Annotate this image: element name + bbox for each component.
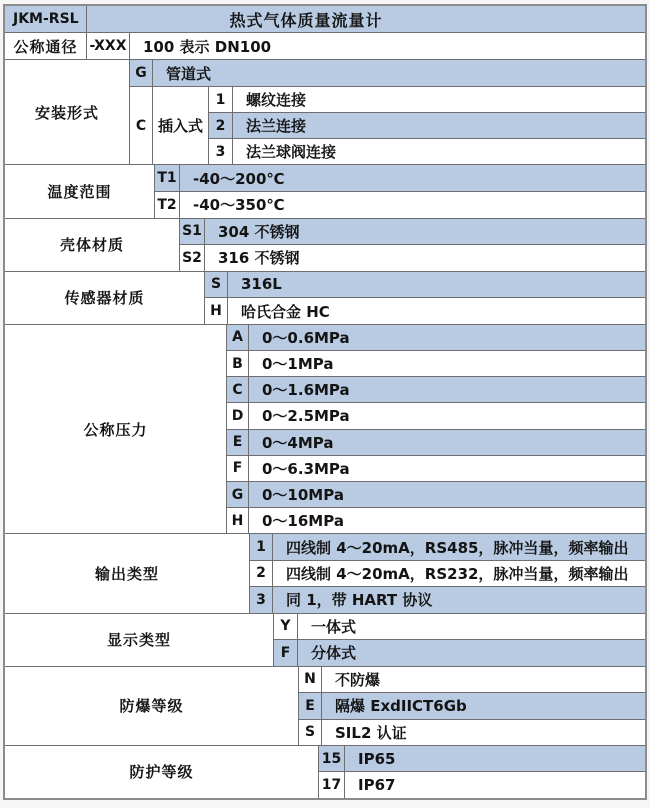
- display-option-content: 分体式: [311, 644, 357, 663]
- sensor-label: 传感器材质: [5, 272, 205, 324]
- product-title: 热式气体质量流量计: [229, 10, 383, 30]
- pressure-option-code: H: [227, 508, 249, 533]
- ordering-code-table: [3, 4, 647, 800]
- sensor-option-code: H: [205, 298, 228, 324]
- install-option-row: [209, 113, 645, 139]
- output-label: 输出类型: [5, 534, 250, 612]
- pressure-option-content: 0～1MPa: [262, 355, 334, 374]
- protection-option-content: IP65: [358, 749, 396, 768]
- install-insert-code: C: [130, 87, 153, 164]
- model-code: JKM-RSL: [5, 6, 87, 32]
- sensor-option-content: 哈氏合金 HC: [241, 302, 330, 321]
- install-insert-label: 插入式: [153, 87, 209, 164]
- explosion-option-code: N: [299, 667, 322, 692]
- pressure-option-row: [227, 403, 645, 429]
- pressure-option-row: [227, 325, 645, 351]
- install-option-content: 法兰连接: [246, 117, 307, 136]
- housing-option-row: [180, 245, 645, 271]
- section-display-type: [5, 614, 645, 667]
- explosion-option-code: S: [299, 720, 322, 745]
- sensor-option-content: 316L: [241, 275, 282, 294]
- protection-option-row: [319, 772, 645, 798]
- section-nominal-pressure: [5, 325, 645, 535]
- pressure-option-row: [227, 377, 645, 403]
- pressure-option-content: 0～2.5MPa: [262, 407, 350, 426]
- install-pipe-code: G: [130, 60, 153, 86]
- protection-option-code: 17: [319, 772, 345, 798]
- explosion-option-code: E: [299, 693, 322, 718]
- install-insert-group: [130, 87, 645, 164]
- pressure-option-code: D: [227, 403, 249, 428]
- header-row: [5, 6, 645, 33]
- pressure-option-code: B: [227, 351, 249, 376]
- sensor-option-row: [205, 298, 645, 324]
- display-label: 显示类型: [5, 614, 274, 666]
- section-output-type: [5, 534, 645, 613]
- temperature-label: 温度范围: [5, 165, 155, 217]
- output-option-content: 四线制 4～20mA，RS232，脉冲当量，频率输出: [286, 564, 629, 583]
- output-option-row: [250, 561, 645, 587]
- housing-label: 壳体材质: [5, 219, 180, 271]
- install-option-code: 3: [209, 139, 233, 164]
- install-option-row: [209, 139, 645, 164]
- install-pipe-content: 管道式: [166, 64, 212, 83]
- temperature-option-row: [155, 192, 645, 218]
- explosion-label: 防爆等级: [5, 667, 299, 745]
- housing-option-code: S2: [180, 245, 205, 271]
- section-temperature-range: [5, 165, 645, 218]
- display-option-row: [274, 640, 645, 666]
- housing-option-content: 316 不锈钢: [218, 249, 300, 268]
- output-option-code: 2: [250, 561, 273, 586]
- pressure-option-content: 0～6.3MPa: [262, 459, 350, 478]
- display-option-content: 一体式: [311, 617, 357, 636]
- sensor-option-row: [205, 272, 645, 299]
- section-install-type: [5, 60, 645, 165]
- install-option-content: 螺纹连接: [246, 91, 307, 110]
- explosion-option-content: SIL2 认证: [335, 723, 407, 742]
- install-option-code: 2: [209, 113, 233, 138]
- explosion-option-row: [299, 667, 645, 693]
- diameter-code: -XXX: [87, 33, 130, 59]
- protection-option-row: [319, 746, 645, 773]
- install-option-code: 1: [209, 87, 233, 112]
- pressure-option-row: [227, 456, 645, 482]
- pressure-label: 公称压力: [5, 325, 227, 534]
- pressure-option-row: [227, 430, 645, 456]
- explosion-option-row: [299, 693, 645, 719]
- install-option-row: [209, 87, 645, 113]
- install-pipe-row: [130, 60, 645, 87]
- pressure-option-content: 0～4MPa: [262, 433, 334, 452]
- output-option-code: 3: [250, 587, 273, 612]
- housing-option-code: S1: [180, 219, 205, 245]
- explosion-option-row: [299, 720, 645, 745]
- protection-option-code: 15: [319, 746, 345, 772]
- output-option-content: 四线制 4～20mA，RS485，脉冲当量，频率输出: [286, 538, 629, 557]
- output-option-content: 同 1，带 HART 协议: [286, 591, 433, 610]
- protection-label: 防护等级: [5, 746, 319, 798]
- section-protection-rating: [5, 746, 645, 798]
- temperature-option-content: -40～350℃: [193, 196, 285, 215]
- temperature-option-code: T2: [155, 192, 180, 218]
- sensor-option-code: S: [205, 272, 228, 298]
- housing-option-row: [180, 219, 645, 246]
- pressure-option-row: [227, 482, 645, 508]
- diameter-label: 公称通径: [5, 33, 87, 59]
- explosion-option-content: 不防爆: [335, 670, 381, 689]
- pressure-option-content: 0～16MPa: [262, 512, 344, 531]
- section-explosion-proof: [5, 667, 645, 746]
- pressure-option-row: [227, 508, 645, 533]
- pressure-option-content: 0～10MPa: [262, 486, 344, 505]
- install-label: 安装形式: [5, 60, 130, 164]
- pressure-option-code: F: [227, 456, 249, 481]
- section-housing-material: [5, 219, 645, 272]
- display-option-row: [274, 614, 645, 641]
- output-option-row: [250, 534, 645, 560]
- explosion-option-content: 隔爆 ExdIICT6Gb: [335, 697, 467, 716]
- protection-option-content: IP67: [358, 776, 396, 795]
- display-option-code: F: [274, 640, 298, 666]
- section-nominal-diameter: [5, 33, 645, 60]
- output-option-code: 1: [250, 534, 273, 559]
- temperature-option-content: -40～200℃: [193, 169, 285, 188]
- pressure-option-code: A: [227, 325, 249, 350]
- pressure-option-code: C: [227, 377, 249, 402]
- section-sensor-material: [5, 272, 645, 325]
- pressure-option-content: 0～1.6MPa: [262, 381, 350, 400]
- pressure-option-code: G: [227, 482, 249, 507]
- display-option-code: Y: [274, 614, 298, 640]
- housing-option-content: 304 不锈钢: [218, 222, 300, 241]
- temperature-option-code: T1: [155, 165, 180, 191]
- diameter-content: 100 表示 DN100: [143, 37, 272, 56]
- pressure-option-row: [227, 351, 645, 377]
- pressure-option-code: E: [227, 430, 249, 455]
- temperature-option-row: [155, 165, 645, 192]
- install-option-content: 法兰球阀连接: [246, 143, 337, 162]
- pressure-option-content: 0～0.6MPa: [262, 328, 350, 347]
- output-option-row: [250, 587, 645, 612]
